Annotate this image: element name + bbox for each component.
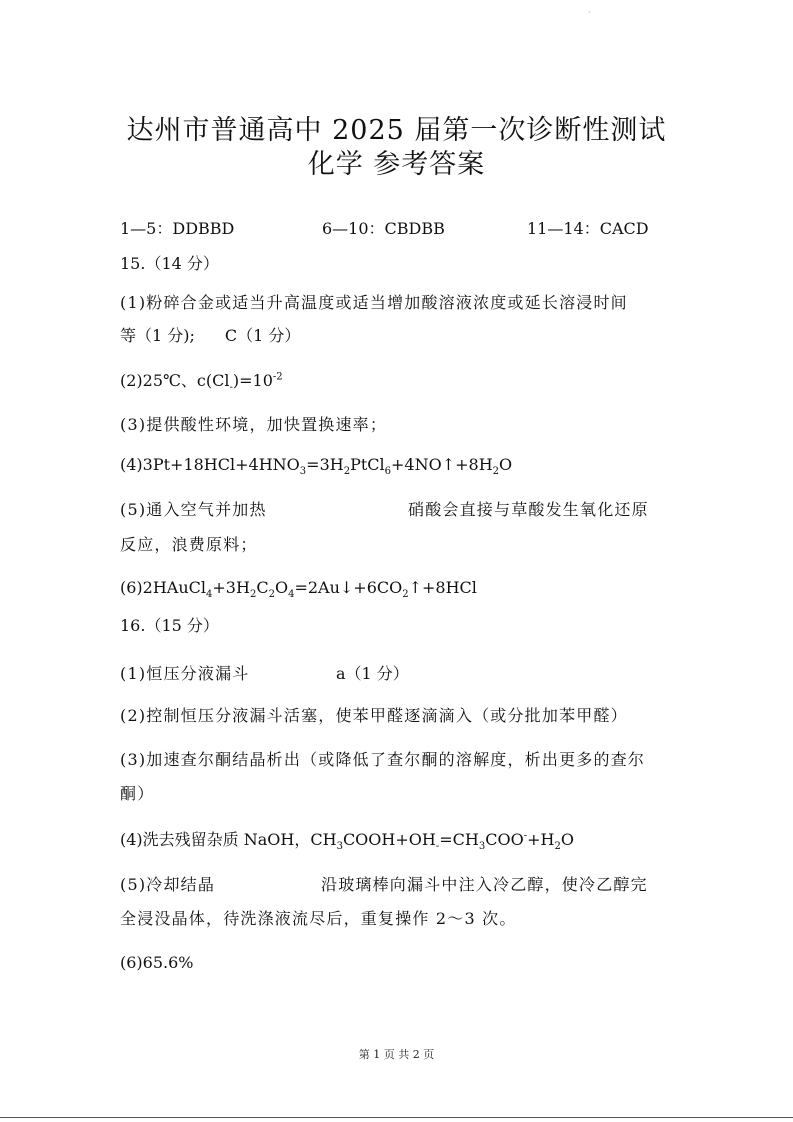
q15-heading: 15.（14 分） [120,254,219,273]
page-title: 达州市普通高中 2025 届第一次诊断性测试 [126,115,667,146]
q15-part4: $(4)3Pt+18HCl+4HNO_3=3H_2PtCl_6+4NO↑+8H_2O$ [120,455,513,478]
bottom-divider [0,1117,793,1118]
q15-part2: (2)25℃、$c(Cl_-)=10^{-2}$ [120,371,283,394]
q15-part6: $(6)2HAuCl_4+3H_2C_2O_4=2Au↓+6CO_2↑+8HCl$ [120,578,477,601]
q16-part1: (1)恒压分液漏斗 [120,664,250,683]
q16-part1-answer: a（1 分） [336,664,409,683]
q16-part5-line1: (5)冷却结晶 [120,875,216,894]
q16-part2: (2)控制恒压分液漏斗活塞，使苯甲醛逐滴滴入（或分批加苯甲醛） [120,706,628,725]
corner-mark: · [588,8,591,17]
q16-part3-line2: 酮） [120,784,155,803]
q15-part1-line1: (1)粉碎合金或适当升高温度或适当增加酸溶液浓度或延长溶浸时间 [120,293,628,312]
q15-part5-line1: (5)通入空气并加热 [120,500,267,519]
q16-part5-method: 沿玻璃棒向漏斗中注入冷乙醇，使冷乙醇完 [321,875,648,894]
q16-part6: (6)65.6% [120,953,194,972]
mc-answers-3: 11—14：CACD [527,219,649,238]
page-footer: 第 1 页 共 2 页 [358,1048,435,1061]
mc-answers-2: 6—10：CBDBB [322,219,445,238]
q16-heading: 16.（15 分） [120,616,219,635]
q16-part5-line2: 全浸没晶体，待洗涤液流尽后，重复操作 2～3 次。 [120,909,517,928]
q16-part3-line1: (3)加速查尔酮结晶析出（或降低了查尔酮的溶解度，析出更多的查尔 [120,750,646,769]
q15-part3: (3)提供酸性环境，加快置换速率； [120,415,388,434]
q15-part1-line2: 等（1 分); C（1 分） [120,326,301,345]
q15-part5-reason: 硝酸会直接与草酸发生氧化还原 [408,500,649,519]
q15-part5-line2: 反应，浪费原料； [120,535,258,554]
page-subtitle: 化学 参考答案 [307,149,486,180]
q16-part4: (4)洗去残留杂质 NaOH，$CH_3COOH+OH_-=CH_3COO^-+H_2O$ [120,830,574,853]
mc-answers-1: 1—5：DDBBD [120,219,235,238]
